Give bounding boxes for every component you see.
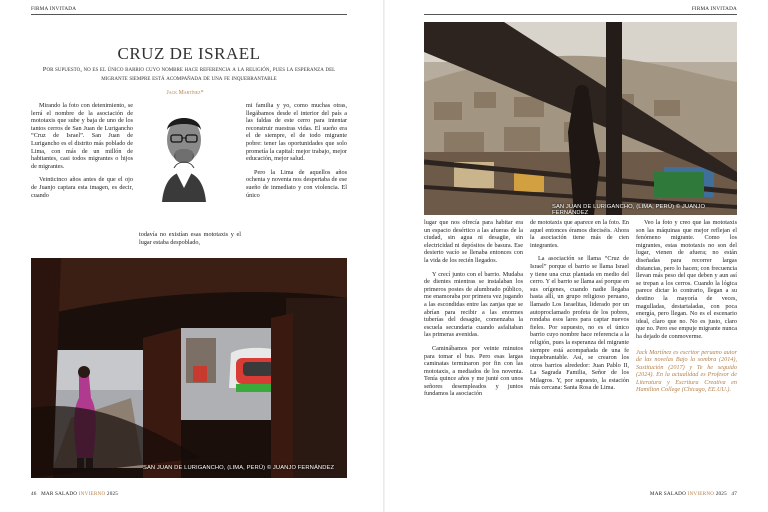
paragraph: Veo la foto y creo que las mototaxis son las máquinas que mejor reflejan el fenómeno migrante. Como los migrantes, estas mototaxis no son del lugar, vienen de afuera; no están diseñadas para recorrer largas distancias, pero lo hacen; con frecuencia llevan más peso del que deben y aun así se trepan a los cerros. Cuando la lógica parece dictar lo contrario, llegan a su destino la mayoría de veces, magulladas, destartaladas, con poca energía, pero llegan. No es el escenario ideal, claro que no. No es justo, claro que no. Pero ese empuje migrante nunca ha dejado de conmoverme. (636, 219, 737, 340)
author-bio: Jack Martínez es escritor peruano autor de las novelas Bajo la sombra (2014), Sustitución (2017) y Te he seguido (2024). En la actualidad es Profesor de Literatura y Escritura Creativa en Hamilton College (Chicago, EE.UU.). (636, 348, 737, 394)
left-column-1 (31, 102, 133, 202)
right-header-label: FIRMA INVITADA (691, 6, 737, 12)
photo-lima-hills (424, 22, 737, 215)
author-portrait (148, 102, 220, 202)
magazine-name: MAR SALADO (41, 491, 78, 497)
article-author: Jack Martínez* (166, 90, 204, 96)
paragraph: Mirando la foto con detenimiento, se lerrá el nombre de la asociación de mototaxis que sube y baja de uno de los tantos cerros de San Juan de Lurigancho “Cruz de Israel”. San Juan de Lurigancho es el distrito más poblado de Lima, con más de un millón de habitantes, casi todos migrantes o hijos de migrantes. (31, 102, 133, 170)
article-title: CRUZ DE ISRAEL (117, 44, 261, 63)
page-gutter (383, 0, 385, 512)
paragraph: Caminábamos por veinte minutos para tomar el bus. Pero esas largas caminatas terminaron por fin con las mototaxis, a mediados de los noventa. Tenía quince años y me junté con unos señores desempleados y juntos fundamos la asociación (424, 344, 523, 398)
year-label: 2025 (106, 491, 119, 497)
photo-mototaxi-interior (31, 258, 347, 478)
photo-caption: SAN JUAN DE LURIGANCHO, (LIMA, PERÚ) © JUANJO FERNÁNDEZ (552, 204, 706, 215)
left-header-label: FIRMA INVITADA (31, 6, 77, 12)
season-label: INVIERNO (687, 491, 715, 497)
right-column-3 (636, 219, 737, 397)
left-header-rule (31, 14, 347, 15)
page-number: 47 (731, 491, 737, 497)
year-label: 2025 (715, 491, 727, 497)
right-column-2 (530, 219, 629, 395)
season-label: INVIERNO (78, 491, 106, 497)
right-header-rule (424, 14, 737, 15)
left-footer (31, 491, 118, 497)
paragraph: La asociación se llama “Cruz de Israel” porque el barrio se llama Israel y tiene una cruz plantada en medio del cerro. Y el barrio se llama así porque en sus orígenes, cuando nadie llegaba hasta allí, un grupo religioso peruano, llamado Los Israelitas, liderado por un autoproclamado profeta de los pobres, rondaba esos lares para captar nuevos fieles. Por supuesto, no es el único barrio cuyo nombre hace referencia a la religión, pues la esperanza del migrante siempre está acompañada de una fe inquebrantable. Así, se crearon los otros barrios alrededor: Juan Pablo II, La Sagrada Familia, Señor de los Milagros. Y, por supuesto, la estación más cercana: Santa Rosa de Lima. (530, 255, 629, 392)
magazine-name: MAR SALADO (649, 491, 687, 497)
paragraph: todavía no existían esas mototaxis y el lugar estaba despoblado, (139, 231, 241, 246)
right-footer (650, 491, 737, 497)
paragraph: lugar que nos ofrecía para habitar era un espacio desértico a las afueras de la ciudad, sin agua ni desagüe, sin electricidad ni depósitos de basura. Ese desierto vacío se llenaba entonces con la vida de los recién llegados. (424, 219, 523, 264)
page-number: 46 (31, 491, 37, 497)
paragraph: mi familia y yo, como muchas otras, llegábamos desde el interior del país a las faldas de este cerro para intentar reconstruir nuestras vidas. El sueño era el de siempre, el de todo migrante pobre: tener las oportunidades que solo prometía la capital: mejor trabajo, mejor educación, mejor salud. (246, 102, 347, 163)
paragraph: de mototaxis que aparece en la foto. En aquel entonces éramos dieciséis. Ahora la asociación tiene más de cien integrantes. (530, 219, 629, 249)
photo-caption: SAN JUAN DE LURIGANCHO, (LIMA, PERÚ) © JUANJO FERNÁNDEZ (143, 465, 335, 471)
right-column-1 (424, 219, 523, 401)
left-column-mid (139, 231, 241, 249)
left-column-2 (246, 102, 347, 202)
paragraph: Y crecí junto con el barrio. Mudaba de dientes mientras se instalaban los primeros postes de alumbrado público, me enamoraba por primera vez jugando a las escondidas entre las zanjas que se abrían para recibir a las enormes tuberías del desagüe, comenzaba la escuela secundaria cuando asfaltaban las primeras avenidas. (424, 270, 523, 339)
article-subtitle: Por supuesto, no es el único barrio cuyo nombre hace referencia a la religión, pues la esperanza del migrante siempre está acompañada de una fe inquebrantable (42, 66, 336, 82)
paragraph: Pero la Lima de aquellos años ochenta y noventa nos despertaba de ese sueño de inmediato y con violencia. El único (246, 168, 347, 199)
paragraph: Veinticinco años antes de que el ojo de Juanjo captara esta imagen, es decir, cuando (31, 176, 133, 199)
